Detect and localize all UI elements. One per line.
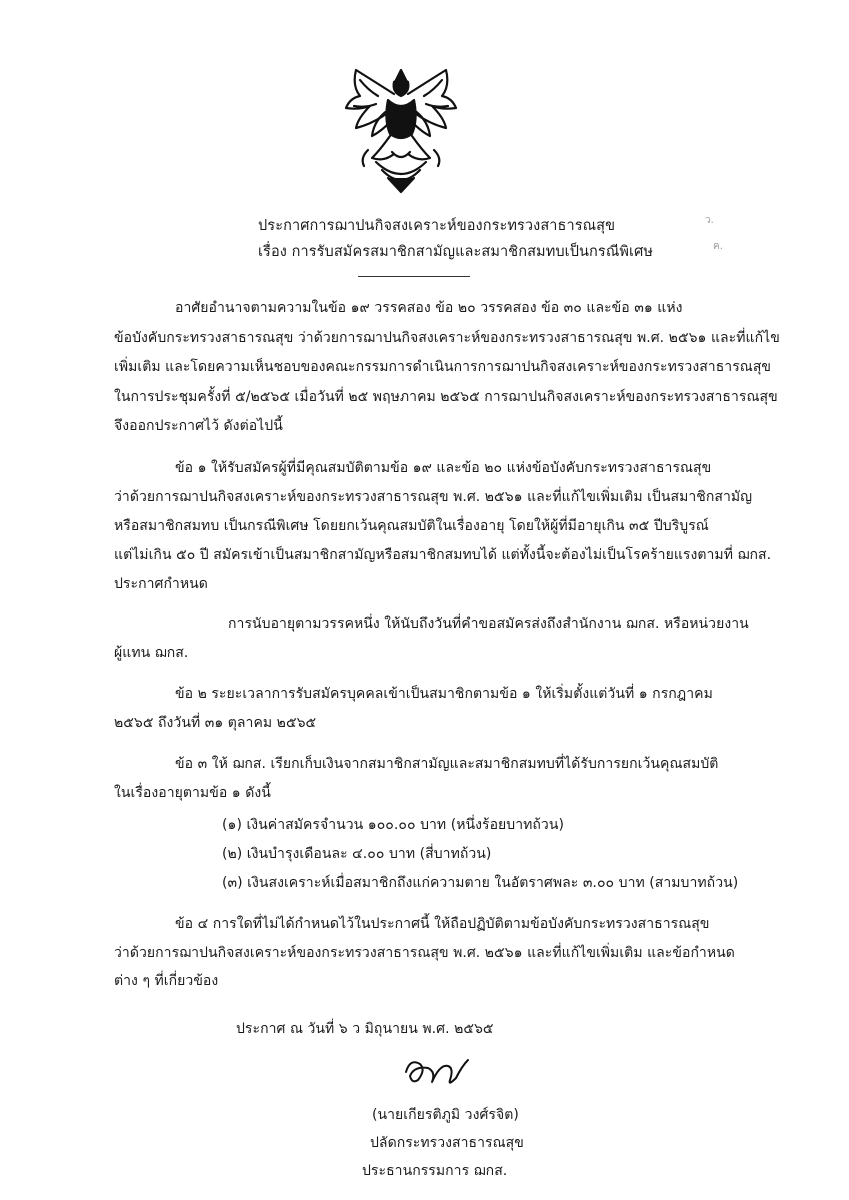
preamble-line: เพิ่มเติม และโดยความเห็นชอบของคณะกรรมการดำเนินการการฌาปนกิจสงเคราะห์ของกระทรวงสาธารณสุข bbox=[114, 359, 772, 375]
announcement-title: ประกาศการฌาปนกิจสงเคราะห์ของกระทรวงสาธารณสุข bbox=[258, 218, 616, 234]
clause-3-line: ข้อ ๓ ให้ ฌกส. เรียกเก็บเงินจากสมาชิกสามัญและสมาชิกสมทบที่ได้รับการยกเว้นคุณสมบัติ bbox=[175, 756, 719, 772]
handwritten-signature bbox=[400, 1054, 480, 1090]
clause-4-line: ข้อ ๔ การใดที่ไม่ได้กำหนดไว้ในประกาศนี้ ให้ถือปฏิบัติตามข้อบังคับกระทรวงสาธารณสุข bbox=[175, 916, 710, 932]
preamble-line: ข้อบังคับกระทรวงสาธารณสุข ว่าด้วยการฌาปนกิจสงเคราะห์ของกระทรวงสาธารณสุข พ.ศ. ๒๕๖๑ และที่แก้ไข bbox=[114, 330, 780, 346]
clause-1-age-line: ผู้แทน ฌกส. bbox=[114, 645, 189, 661]
preamble-line: อาศัยอำนาจตามความในข้อ ๑๙ วรรคสอง ข้อ ๒๐ วรรคสอง ข้อ ๓๐ และข้อ ๓๑ แห่ง bbox=[175, 300, 683, 316]
preamble-line: ในการประชุมครั้งที่ ๕/๒๕๖๕ เมื่อวันที่ ๒๕ พฤษภาคม ๒๕๖๕ การฌาปนกิจสงเคราะห์ของกระทรวงสาธารณสุข bbox=[114, 389, 778, 405]
clause-3-item: (๒) เงินบำรุงเดือนละ ๔.๐๐ บาท (สี่บาทถ้วน) bbox=[222, 846, 492, 862]
clause-1-line: หรือสมาชิกสมทบ เป็นกรณีพิเศษ โดยยกเว้นคุณสมบัติในเรื่องอายุ โดยให้ผู้ที่มีอายุเกิน ๓๕ ปีบริบูรณ์ bbox=[114, 518, 709, 534]
clause-1-age-line: การนับอายุตามวรรคหนึ่ง ให้นับถึงวันที่คำขอสมัครส่งถึงสำนักงาน ฌกส. หรือหน่วยงาน bbox=[228, 616, 749, 632]
signatory-name: (นายเกียรติภูมิ วงศ์รจิต) bbox=[372, 1107, 519, 1123]
clause-3-item: (๓) เงินสงเคราะห์เมื่อสมาชิกถึงแก่ความตาย ในอัตราศพละ ๓.๐๐ บาท (สามบาทถ้วน) bbox=[222, 875, 739, 891]
clause-1-line: ประกาศกำหนด bbox=[114, 576, 208, 592]
signatory-role: ประธานกรรมการ ฌกส. bbox=[362, 1163, 508, 1179]
announcement-date: ประกาศ ณ วันที่ ๖ ว มิถุนายน พ.ศ. ๒๕๖๕ bbox=[236, 1021, 494, 1037]
clause-1-line: ว่าด้วยการฌาปนกิจสงเคราะห์ของกระทรวงสาธารณสุข พ.ศ. ๒๕๖๑ และที่แก้ไขเพิ่มเติม เป็นสมาชิกสามัญ bbox=[114, 489, 753, 505]
margin-scan-mark: ว. bbox=[705, 215, 714, 226]
clause-2-line: ๒๕๖๕ ถึงวันที่ ๓๑ ตุลาคม ๒๕๖๕ bbox=[114, 715, 317, 731]
clause-2-line: ข้อ ๒ ระยะเวลาการรับสมัครบุคคลเข้าเป็นสมาชิกตามข้อ ๑ ให้เริ่มตั้งแต่วันที่ ๑ กรกฎาคม bbox=[175, 686, 713, 702]
garuda-emblem-icon bbox=[342, 66, 460, 194]
clause-4-line: ต่าง ๆ ที่เกี่ยวข้อง bbox=[114, 973, 219, 989]
clause-1-line: ข้อ ๑ ให้รับสมัครผู้ที่มีคุณสมบัติตามข้อ ๑๙ และข้อ ๒๐ แห่งข้อบังคับกระทรวงสาธารณสุข bbox=[175, 460, 712, 476]
preamble-line: จึงออกประกาศไว้ ดังต่อไปนี้ bbox=[114, 418, 283, 434]
signatory-position: ปลัดกระทรวงสาธารณสุข bbox=[370, 1135, 524, 1151]
clause-3-item: (๑) เงินค่าสมัครจำนวน ๑๐๐.๐๐ บาท (หนึ่งร้อยบาทถ้วน) bbox=[222, 817, 564, 833]
margin-scan-mark: ค. bbox=[713, 241, 723, 252]
clause-3-line: ในเรื่องอายุตามข้อ ๑ ดังนี้ bbox=[114, 785, 271, 801]
clause-4-line: ว่าด้วยการฌาปนกิจสงเคราะห์ของกระทรวงสาธารณสุข พ.ศ. ๒๕๖๑ และที่แก้ไขเพิ่มเติม และข้อกำหนด bbox=[114, 945, 735, 961]
announcement-subject: เรื่อง การรับสมัครสมาชิกสามัญและสมาชิกสมทบเป็นกรณีพิเศษ bbox=[258, 244, 654, 260]
header-divider bbox=[358, 276, 470, 277]
clause-1-line: แต่ไม่เกิน ๕๐ ปี สมัครเข้าเป็นสมาชิกสามัญหรือสมาชิกสมทบได้ แต่ทั้งนี้จะต้องไม่เป็นโรคร้ายแรงตามที่ ฌกส. bbox=[114, 547, 772, 563]
